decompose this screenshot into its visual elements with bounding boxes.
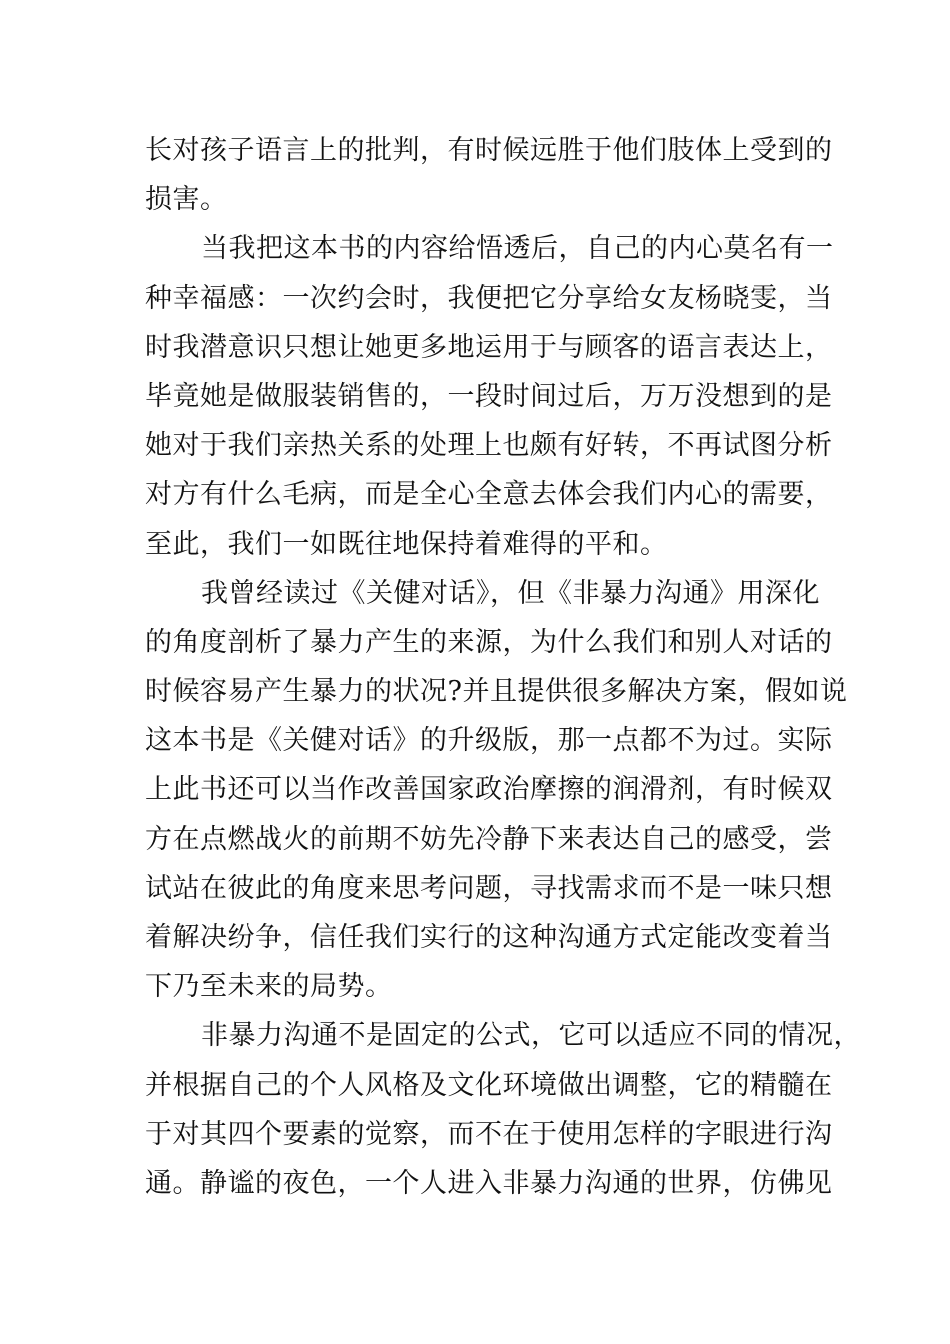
paragraph-start-line: 非暴力沟通不是固定的公式，它可以适应不同的情况， <box>201 1020 861 1052</box>
text-line: 对方有什么毛病，而是全心全意去体会我们内心的需要， <box>145 479 833 511</box>
text-line: 着解决纷争，信任我们实行的这种沟通方式定能改变着当 <box>145 922 833 953</box>
text-line: 时我潜意识只想让她更多地运用于与顾客的语言表达上， <box>145 331 833 363</box>
text-line: 通。静谧的夜色，一个人进入非暴力沟通的世界，仿佛见 <box>145 1167 833 1199</box>
text-line: 时候容易产生暴力的状况?并且提供很多解决方案，假如说 <box>145 676 848 708</box>
text-line: 长对孩子语言上的批判，有时候远胜于他们肢体上受到的 <box>145 135 833 166</box>
text-line: 下乃至未来的局势。 <box>145 971 393 1003</box>
paragraph-start-line: 我曾经读过《关健对话》，但《非暴力沟通》用深化 <box>201 577 820 609</box>
text-line: 方在点燃战火的前期不妨先冷静下来表达自己的感受，尝 <box>145 823 833 855</box>
text-line: 于对其四个要素的觉察，而不在于使用怎样的字眼进行沟 <box>145 1118 833 1150</box>
text-line: 损害。 <box>145 184 228 216</box>
body-text <box>145 126 861 1208</box>
text-line: 种幸福感：一次约会时，我便把它分享给女友杨晓雯，当 <box>145 282 833 314</box>
text-line: 至此，我们一如既往地保持着难得的平和。 <box>145 528 668 560</box>
text-line: 并根据自己的个人风格及文化环境做出调整，它的精髓在 <box>145 1069 833 1101</box>
paragraph-start-line: 当我把这本书的内容给悟透后，自己的内心莫名有一 <box>201 233 834 265</box>
text-line: 毕竟她是做服装销售的，一段时间过后，万万没想到的是 <box>145 380 833 412</box>
text-line: 试站在彼此的角度来思考问题，寻找需求而不是一味只想 <box>145 872 833 904</box>
text-line: 的角度剖析了暴力产生的来源，为什么我们和别人对话的 <box>145 626 833 658</box>
text-line: 这本书是《关健对话》的升级版，那一点都不为过。实际 <box>145 725 833 757</box>
text-line: 她对于我们亲热关系的处理上也颇有好转，不再试图分析 <box>145 430 833 462</box>
text-line: 上此书还可以当作改善国家政治摩擦的润滑剂，有时候双 <box>145 774 833 806</box>
